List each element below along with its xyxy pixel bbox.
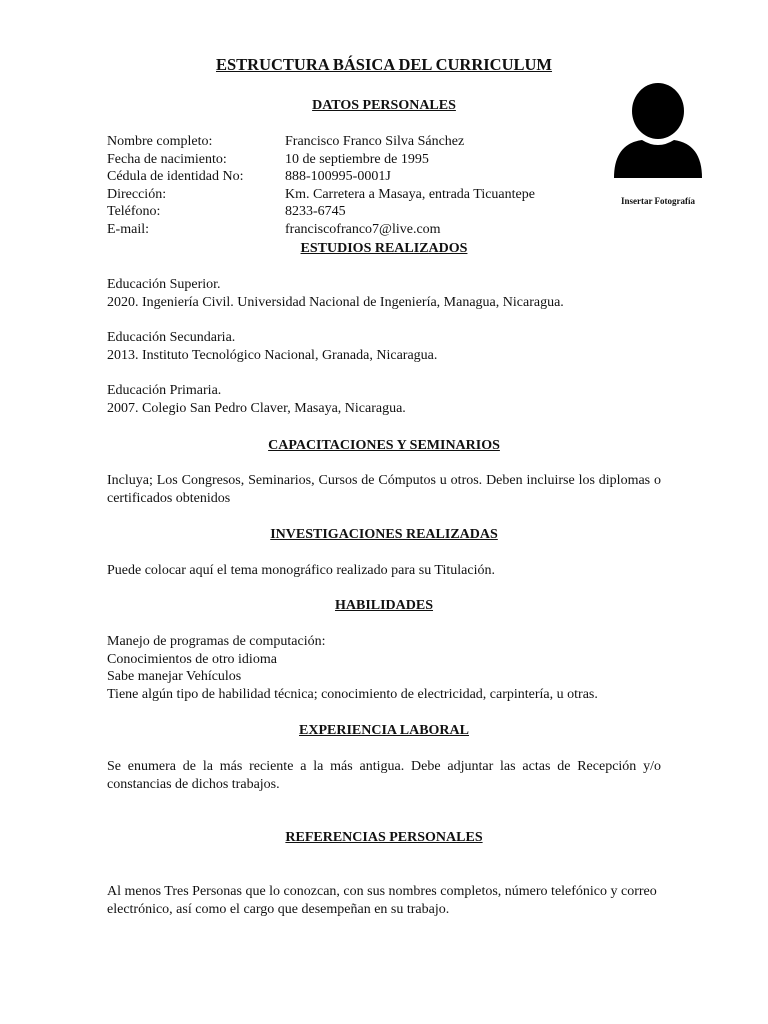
study-detail: 2007. Colegio San Pedro Claver, Masaya, Nicaragua.	[107, 400, 406, 416]
personal-label: Teléfono:	[107, 204, 161, 220]
skill-item: Sabe manejar Vehículos	[107, 669, 242, 685]
heading-research: INVESTIGACIONES REALIZADAS	[270, 527, 498, 542]
heading-skills: HABILIDADES	[334, 598, 434, 613]
heading-personal-data: DATOS PERSONALES	[312, 98, 456, 113]
personal-row-address	[107, 186, 661, 204]
personal-row-birthdate	[107, 151, 661, 169]
study-detail: 2013. Instituto Tecnológico Nacional, Granada, Nicaragua.	[107, 347, 438, 363]
photo-caption: Insertar Fotografía	[620, 196, 696, 206]
personal-row-id-number	[107, 168, 661, 186]
skill-item: Tiene algún tipo de habilidad técnica; conocimiento de electricidad, carpintería, u otras.	[107, 686, 598, 702]
studies-item-primary	[107, 382, 661, 417]
personal-row-email	[107, 221, 661, 239]
personal-value: 888-100995-0001J	[285, 169, 391, 185]
personal-data-table	[107, 133, 661, 239]
heading-experience: EXPERIENCIA LABORAL	[299, 723, 469, 738]
personal-label: Dirección:	[107, 186, 167, 202]
skills-list	[107, 633, 661, 703]
skill-item: Conocimientos de otro idioma	[107, 651, 277, 667]
personal-label: Fecha de nacimiento:	[107, 151, 227, 167]
personal-value: Km. Carretera a Masaya, entrada Ticuantepe	[285, 186, 535, 202]
personal-value: 10 de septiembre de 1995	[285, 151, 429, 167]
skill-item: Manejo de programas de computación:	[107, 634, 326, 649]
research-text: Puede colocar aquí el tema monográfico realizado para su Titulación.	[107, 563, 495, 578]
personal-label: Nombre completo:	[107, 134, 213, 149]
studies-item-secondary	[107, 329, 661, 364]
personal-value: franciscofranco7@live.com	[285, 221, 441, 237]
study-detail: 2020. Ingeniería Civil. Universidad Nacional de Ingeniería, Managua, Nicaragua.	[107, 294, 564, 310]
personal-value: 8233-6745	[285, 204, 346, 220]
heading-studies: ESTUDIOS REALIZADOS	[300, 241, 468, 256]
study-level: Educación Primaria.	[107, 383, 222, 398]
trainings-text: Incluya; Los Congresos, Seminarios, Cursos de Cómputos u otros. Deben incluirse los diplomas o certificados obtenidos	[107, 473, 661, 506]
personal-label: Cédula de identidad No:	[107, 169, 244, 185]
heading-trainings: CAPACITACIONES Y SEMINARIOS	[268, 438, 500, 453]
studies-item-higher	[107, 276, 661, 311]
personal-row-phone	[107, 203, 661, 221]
experience-text: Se enumera de la más reciente a la más antigua. Debe adjuntar las actas de Recepción y/o constancias de dichos trabajos.	[107, 759, 661, 792]
personal-row-name	[107, 133, 661, 151]
personal-value: Francisco Franco Silva Sánchez	[285, 134, 465, 149]
study-level: Educación Secundaria.	[107, 330, 236, 345]
heading-references: REFERENCIAS PERSONALES	[285, 830, 483, 845]
personal-label: E-mail:	[107, 221, 149, 237]
study-level: Educación Superior.	[107, 277, 221, 292]
document-title: ESTRUCTURA BÁSICA DEL CURRICULUM	[215, 55, 553, 74]
references-text: Al menos Tres Personas que lo conozcan, con sus nombres completos, número telefónico y correo electrónico, así como el cargo que desempeñan en su trabajo.	[107, 884, 657, 917]
